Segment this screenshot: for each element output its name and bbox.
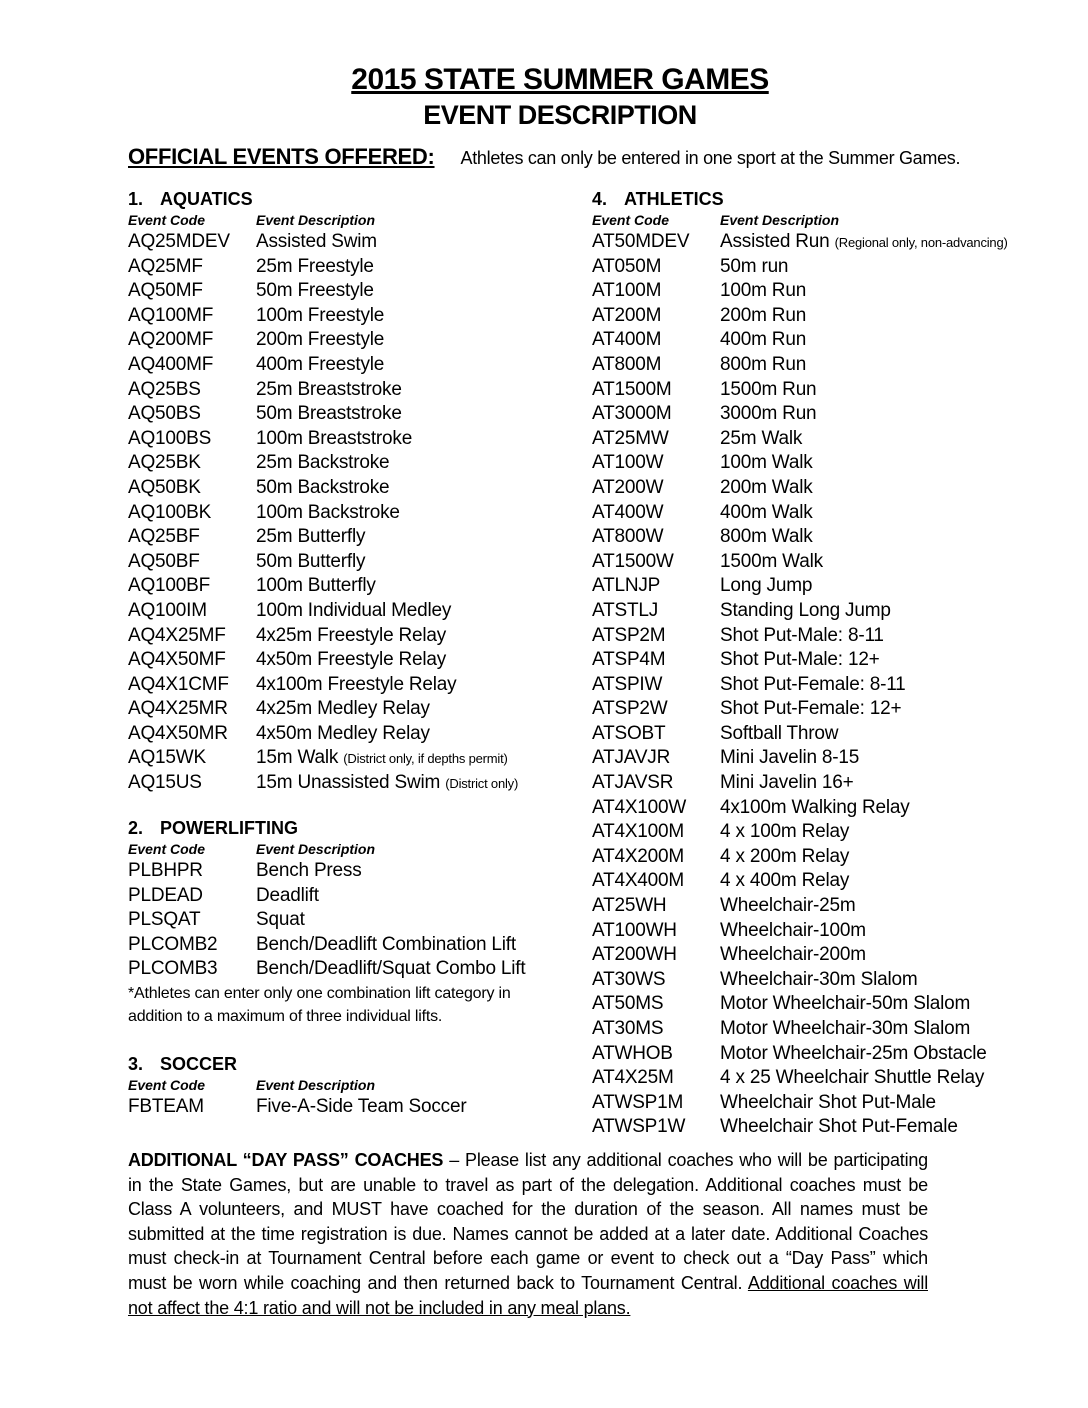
event-code: AT25WH (592, 895, 667, 917)
event-description: 800m Run (720, 353, 807, 375)
event-description: 50m run (720, 255, 789, 277)
column-header-code: Event Code (128, 212, 206, 228)
event-description: 25m Breaststroke (256, 378, 402, 400)
event-code: AT25MW (592, 427, 669, 449)
event-description: Motor Wheelchair-25m Obstacle (720, 1042, 987, 1064)
event-description: 50m Butterfly (256, 550, 366, 572)
section-heading (592, 188, 1008, 210)
event-code: FBTEAM (128, 1096, 204, 1117)
event-description: Wheelchair-30m Slalom (720, 968, 918, 990)
event-code: AQ25BS (128, 378, 201, 400)
section-athletics (592, 188, 1008, 1140)
event-row (592, 845, 1008, 870)
event-row (128, 624, 518, 649)
event-code: AT200M (592, 304, 662, 326)
event-code: AT100W (592, 452, 664, 474)
event-row (592, 599, 1008, 624)
event-description: 25m Walk (720, 427, 803, 449)
event-row (592, 353, 1008, 378)
event-description: 25m Freestyle (256, 255, 374, 277)
column-header-description: Event Description (256, 1077, 376, 1093)
event-code: ATWSP1W (592, 1116, 686, 1138)
event-code: PLCOMB3 (128, 958, 218, 980)
event-description: 4 x 25 Wheelchair Shuttle Relay (720, 1067, 985, 1089)
event-row (592, 624, 1008, 649)
event-row (592, 451, 1008, 476)
event-description: Assisted Run (720, 231, 830, 252)
event-row (592, 230, 1008, 255)
event-code: AQ15WK (128, 747, 206, 769)
event-description: Wheelchair-100m (720, 919, 866, 941)
event-description: Wheelchair Shot Put-Female (720, 1116, 958, 1138)
event-row (592, 550, 1008, 575)
event-row (128, 673, 518, 698)
event-description: 400m Freestyle (256, 353, 385, 375)
event-description: 4x25m Medley Relay (256, 698, 430, 720)
page-subtitle: EVENT DESCRIPTION (423, 100, 697, 130)
event-description: 4 x 400m Relay (720, 870, 850, 892)
event-description: 200m Walk (720, 476, 813, 498)
event-row (128, 501, 518, 526)
event-description: 100m Individual Medley (256, 599, 452, 621)
event-code: AQ25BF (128, 526, 200, 548)
event-description: 4x25m Freestyle Relay (256, 624, 447, 646)
event-row (592, 697, 1008, 722)
event-row (592, 919, 1008, 944)
event-code: ATJAVJR (592, 747, 671, 769)
section-footnote: *Athletes can enter only one combination lift category in addition to a maximum of three individual lifts. (128, 984, 511, 1025)
event-description: 100m Run (720, 280, 807, 302)
additional-coaches-paragraph (128, 1148, 928, 1320)
section-aquatics (128, 188, 518, 796)
event-row (592, 279, 1008, 304)
event-code: PLDEAD (128, 884, 203, 906)
event-code: ATWHOB (592, 1042, 673, 1064)
event-description: Mini Javelin 8-15 (720, 747, 860, 769)
event-description: 25m Backstroke (256, 452, 390, 474)
event-description: Shot Put-Male: 12+ (720, 649, 880, 671)
column-header-description: Event Description (256, 212, 376, 228)
event-code: PLSQAT (128, 909, 201, 931)
event-code: ATSPIW (592, 673, 663, 695)
section-number: 3. (128, 1054, 144, 1074)
event-row (128, 402, 518, 427)
event-row (128, 279, 518, 304)
event-row (592, 501, 1008, 526)
event-row (128, 476, 518, 501)
event-row (592, 574, 1008, 599)
event-description: 400m Walk (720, 501, 813, 523)
event-description: 3000m Run (720, 403, 817, 425)
event-description: Deadlift (256, 884, 319, 906)
event-code: AQ50BF (128, 550, 200, 572)
event-code: AQ25MDEV (128, 231, 230, 252)
event-code: ATJAVSR (592, 772, 674, 794)
event-description: Five-A-Side Team Soccer (256, 1096, 467, 1117)
event-row (592, 820, 1008, 845)
event-code: AT1500M (592, 378, 672, 400)
event-code: AQ50BS (128, 403, 201, 425)
event-row (128, 230, 518, 255)
event-code: AT1500W (592, 550, 674, 572)
event-row (128, 722, 518, 747)
event-code: ATSTLJ (592, 599, 659, 621)
event-note: (District only) (445, 776, 519, 792)
event-code: ATWSP1M (592, 1091, 684, 1113)
event-code: ATSP2W (592, 698, 668, 720)
column-header-code: Event Code (128, 841, 206, 857)
event-row (128, 525, 518, 550)
event-row (592, 771, 1008, 796)
event-description: 100m Butterfly (256, 575, 376, 597)
event-row (128, 884, 548, 909)
event-row (128, 957, 548, 982)
event-row (128, 378, 518, 403)
event-description: Shot Put-Male: 8-11 (720, 624, 884, 646)
event-note: (Regional only, non-advancing) (834, 235, 1008, 250)
event-row (592, 255, 1008, 280)
event-description: 50m Freestyle (256, 280, 374, 302)
event-code: AT800W (592, 526, 664, 548)
event-description: 4 x 200m Relay (720, 845, 850, 867)
event-description: Mini Javelin 16+ (720, 772, 854, 794)
event-code: AT400M (592, 329, 662, 351)
additional-coaches-heading: ADDITIONAL “DAY PASS” COACHES (128, 1150, 444, 1170)
event-row (592, 968, 1008, 993)
official-events-note: Athletes can only be entered in one sport at the Summer Games. (460, 148, 961, 168)
event-code: AT3000M (592, 403, 672, 425)
event-row (592, 1115, 1008, 1140)
event-code: AT4X200M (592, 845, 685, 867)
section-powerlifting (128, 817, 548, 1028)
event-row (128, 1095, 466, 1120)
event-description: 100m Walk (720, 452, 813, 474)
section-soccer (128, 1053, 466, 1120)
event-row (128, 746, 518, 771)
section-number: 1. (128, 189, 144, 209)
event-code: ATSP2M (592, 624, 666, 646)
section-title: POWERLIFTING (160, 818, 298, 838)
event-code: AT400W (592, 501, 664, 523)
event-description: Bench Press (256, 860, 362, 881)
event-description: Shot Put-Female: 8-11 (720, 673, 906, 695)
event-row (128, 648, 518, 673)
event-code: AT4X400M (592, 870, 685, 892)
event-row (128, 550, 518, 575)
event-row (592, 746, 1008, 771)
event-code: AT200WH (592, 944, 677, 966)
event-code: AT30MS (592, 1018, 664, 1039)
event-description: 800m Walk (720, 526, 813, 548)
event-description: 1500m Walk (720, 550, 823, 572)
event-code: AQ100BF (128, 575, 211, 597)
section-title: SOCCER (160, 1054, 238, 1074)
event-description: 4 x 100m Relay (720, 821, 850, 843)
event-row (592, 525, 1008, 550)
event-description: 25m Butterfly (256, 526, 366, 548)
event-code: AT800M (592, 353, 662, 375)
event-description: 100m Breaststroke (256, 427, 413, 449)
event-row (592, 378, 1008, 403)
event-code: PLCOMB2 (128, 933, 218, 955)
event-description: Wheelchair-25m (720, 895, 856, 917)
section-number: 4. (592, 189, 608, 209)
event-row (592, 427, 1008, 452)
event-description: Standing Long Jump (720, 599, 891, 621)
event-row (128, 574, 518, 599)
event-code: AT200W (592, 476, 664, 498)
event-description: 4x100m Walking Relay (720, 796, 910, 818)
event-description: 15m Walk (256, 747, 339, 769)
event-description: 4x50m Medley Relay (256, 722, 430, 744)
event-row (128, 427, 518, 452)
column-headers (128, 210, 518, 230)
event-code: AQ4X25MF (128, 624, 226, 646)
section-number: 2. (128, 818, 144, 838)
column-header-code: Event Code (592, 212, 670, 228)
event-row (128, 255, 518, 280)
event-code: AQ15US (128, 772, 202, 794)
event-code: AQ4X50MF (128, 649, 226, 671)
column-headers (128, 839, 548, 859)
event-description: 100m Backstroke (256, 501, 400, 523)
event-row (128, 697, 518, 722)
event-row (592, 869, 1008, 894)
event-row (592, 894, 1008, 919)
event-row (128, 599, 518, 624)
column-headers (592, 210, 1008, 230)
event-row (128, 859, 548, 884)
event-row (592, 1091, 1008, 1116)
event-code: AT50MDEV (592, 231, 690, 252)
event-code: AQ200MF (128, 329, 214, 351)
section-heading (128, 1053, 466, 1075)
event-code: AQ100BK (128, 501, 212, 523)
event-code: AT30WS (592, 968, 666, 990)
event-row (128, 304, 518, 329)
event-row (592, 648, 1008, 673)
event-row (592, 992, 1008, 1017)
event-code: AQ25BK (128, 452, 201, 474)
event-row (128, 933, 548, 958)
event-row (592, 1017, 1008, 1042)
event-code: AQ50MF (128, 280, 203, 302)
event-row (592, 796, 1008, 821)
event-code: AQ4X1CMF (128, 673, 229, 695)
event-code: AQ4X25MR (128, 698, 228, 720)
event-row (128, 771, 518, 796)
event-row (592, 328, 1008, 353)
column-header-code: Event Code (128, 1077, 206, 1093)
section-heading (128, 188, 518, 210)
column-header-description: Event Description (256, 841, 376, 857)
event-description: 4x50m Freestyle Relay (256, 649, 447, 671)
event-row (592, 943, 1008, 968)
event-description: 15m Unassisted Swim (256, 772, 441, 794)
event-code: AT100WH (592, 919, 677, 941)
event-description: Bench/Deadlift Combination Lift (256, 933, 516, 955)
event-description: Shot Put-Female: 12+ (720, 698, 902, 720)
section-title: ATHLETICS (624, 189, 724, 209)
event-code: AQ100IM (128, 599, 207, 621)
additional-coaches-body: – Please list any additional coaches who will be participating in the State Games, but are unable to travel as part of the delegation. Additional coaches must be Class A volunteers, and MUST have coached for the duration of the season. All names must be submitted at the time registration is due. Names cannot be added at a later date. Additional Coaches must check-in at Tournament Central before each game or event to check out a “Day Pass” which must be worn while coaching and then returned back to Tournament Central. (128, 1150, 928, 1293)
event-description: Bench/Deadlift/Squat Combo Lift (256, 958, 526, 980)
event-row (128, 908, 548, 933)
official-events-line (128, 144, 960, 170)
event-description: Wheelchair Shot Put-Male (720, 1091, 936, 1113)
event-description: 100m Freestyle (256, 304, 385, 326)
event-row (592, 476, 1008, 501)
event-description: Motor Wheelchair-30m Slalom (720, 1018, 971, 1039)
event-description: 200m Freestyle (256, 329, 385, 351)
event-code: AQ4X50MR (128, 722, 228, 744)
event-code: AQ25MF (128, 255, 203, 277)
event-code: AT50MS (592, 993, 664, 1015)
event-row (128, 353, 518, 378)
event-row (592, 722, 1008, 747)
event-code: AQ100MF (128, 304, 214, 326)
event-description: 50m Backstroke (256, 476, 390, 498)
event-code: AQ50BK (128, 476, 201, 498)
event-code: AQ400MF (128, 353, 214, 375)
event-description: Long Jump (720, 575, 813, 597)
event-description: 200m Run (720, 304, 807, 326)
event-code: AT4X25M (592, 1067, 674, 1089)
event-code: ATSP4M (592, 649, 666, 671)
page-title: 2015 STATE SUMMER GAMES (351, 63, 769, 96)
event-description: 50m Breaststroke (256, 403, 402, 425)
section-heading (128, 817, 548, 839)
event-row (592, 673, 1008, 698)
official-events-label: OFFICIAL EVENTS OFFERED: (128, 144, 435, 169)
event-code: AT4X100W (592, 796, 687, 818)
event-description: 1500m Run (720, 378, 817, 400)
event-code: AT100M (592, 280, 662, 302)
event-description: Softball Throw (720, 722, 839, 744)
event-code: AT050M (592, 255, 662, 277)
event-row (592, 402, 1008, 427)
additional-coaches-underlined: Additional coaches will not affect the 4:1 ratio and will not be included in any meal plans. (128, 1272, 928, 1318)
column-header-description: Event Description (720, 212, 840, 228)
event-row (128, 328, 518, 353)
event-description: Motor Wheelchair-50m Slalom (720, 993, 971, 1015)
event-code: AQ100BS (128, 427, 212, 449)
event-row (592, 304, 1008, 329)
column-headers (128, 1075, 466, 1095)
section-title: AQUATICS (160, 189, 253, 209)
event-description: Assisted Swim (256, 231, 377, 252)
event-note: (District only, if depths permit) (343, 751, 508, 767)
event-code: ATLNJP (592, 575, 661, 597)
event-description: Squat (256, 909, 305, 931)
event-description: Wheelchair-200m (720, 944, 866, 966)
event-code: PLBHPR (128, 860, 203, 881)
event-description: 4x100m Freestyle Relay (256, 673, 457, 695)
event-row (592, 1042, 1008, 1067)
event-code: ATSOBT (592, 722, 666, 744)
event-row (592, 1066, 1008, 1091)
event-code: AT4X100M (592, 821, 685, 843)
event-description: 400m Run (720, 329, 807, 351)
event-row (128, 451, 518, 476)
